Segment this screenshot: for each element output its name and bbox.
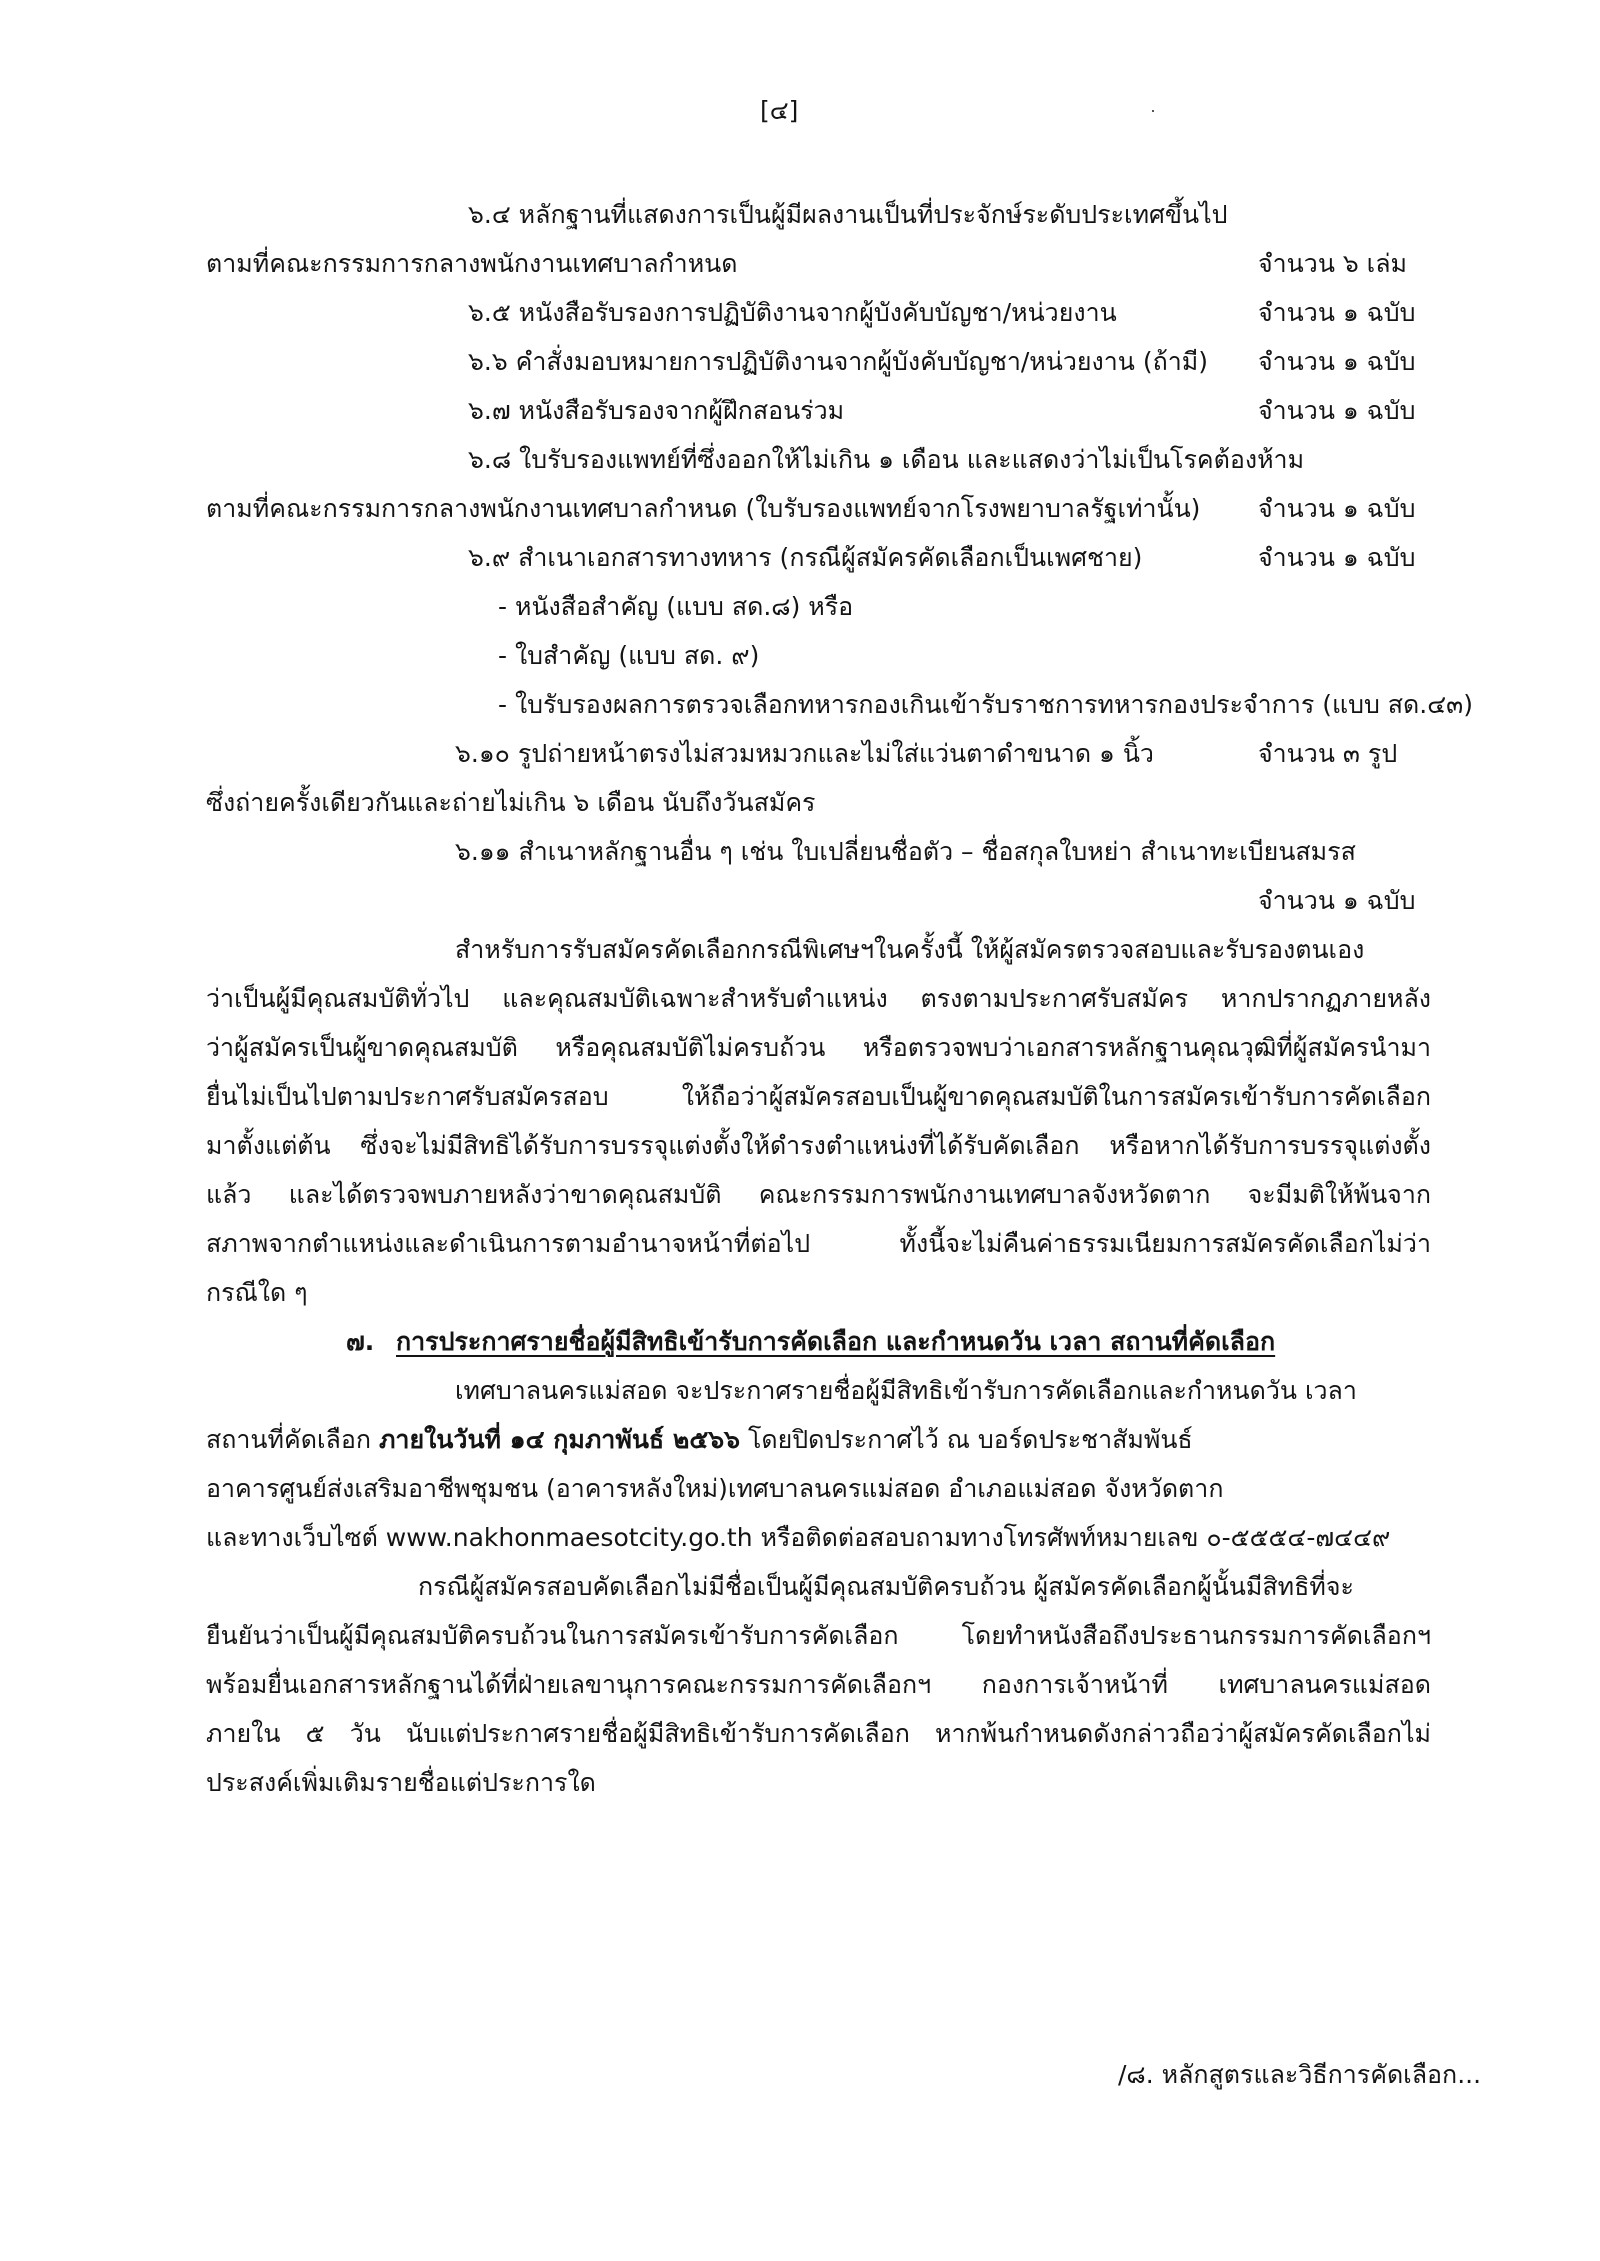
military-doc-3: - ใบรับรองผลการตรวจเลือกทหารกองเกินเข้ารับราชการทหารกองประจำการ (แบบ สด.๔๓)	[498, 690, 1473, 719]
military-doc-1: - หนังสือสำคัญ (แบบ สด.๘) หรือ	[498, 592, 854, 621]
item-6-10-qty: จำนวน ๓ รูป	[1258, 739, 1398, 768]
scan-speck	[1152, 110, 1154, 112]
section-7-p1-line4: และทางเว็บไซต์ www.nakhonmaesotcity.go.th หรือติดต่อสอบถามทางโทรศัพท์หมายเลข ๐-๕๕๕๔-๗๔๔๙	[206, 1523, 1391, 1552]
item-6-5-qty: จำนวน ๑ ฉบับ	[1258, 298, 1416, 327]
item-6-6: ๖.๖ คำสั่งมอบหมายการปฏิบัติงานจากผู้บังคับบัญชา/หน่วยงาน (ถ้ามี)	[468, 347, 1209, 376]
eligibility-line-3: ว่าผู้สมัครเป็นผู้ขาดคุณสมบัติ หรือคุณสมบัติไม่ครบถ้วน หรือตรวจพบว่าเอกสารหลักฐานคุณวุฒิที่ผู้สมัครนำมา	[206, 1033, 1431, 1062]
item-6-9: ๖.๙ สำเนาเอกสารทางทหาร (กรณีผู้สมัครคัดเลือกเป็นเพศชาย)	[468, 543, 1143, 572]
section-7-p2-line3: พร้อมยื่นเอกสารหลักฐานได้ที่ฝ่ายเลขานุการคณะกรรมการคัดเลือกฯ กองการเจ้าหน้าที่ เทศบาลนครแม่สอด	[206, 1670, 1431, 1699]
item-6-10-line1: ๖.๑๐ รูปถ่ายหน้าตรงไม่สวมหมวกและไม่ใส่แว่นตาดำขนาด ๑ นิ้ว	[455, 739, 1154, 768]
eligibility-line-8: กรณีใด ๆ	[206, 1278, 308, 1307]
item-6-11-qty: จำนวน ๑ ฉบับ	[1258, 886, 1416, 915]
item-6-7: ๖.๗ หนังสือรับรองจากผู้ฝึกสอนร่วม	[468, 396, 845, 425]
eligibility-line-4: ยื่นไม่เป็นไปตามประกาศรับสมัครสอบ ให้ถือว่าผู้สมัครสอบเป็นผู้ขาดคุณสมบัติในการสมัครเข้ารับการคัดเลือก	[206, 1082, 1431, 1111]
section-7-number: ๗.	[346, 1327, 375, 1356]
military-doc-2: - ใบสำคัญ (แบบ สด. ๙)	[498, 641, 760, 670]
section-7-title: การประกาศรายชื่อผู้มีสิทธิเข้ารับการคัดเลือก และกำหนดวัน เวลา สถานที่คัดเลือก	[396, 1327, 1276, 1356]
section-7-p1-line3: อาคารศูนย์ส่งเสริมอาชีพชุมชน (อาคารหลังใหม่)เทศบาลนครแม่สอด อำเภอแม่สอด จังหวัดตาก	[206, 1474, 1224, 1503]
section-7-p1-line2-end: โดยปิดประกาศไว้ ณ บอร์ดประชาสัมพันธ์	[747, 1425, 1193, 1454]
eligibility-line-2: ว่าเป็นผู้มีคุณสมบัติทั่วไป และคุณสมบัติเฉพาะสำหรับตำแหน่ง ตรงตามประกาศรับสมัคร หากปรากฏภายหลัง	[206, 984, 1431, 1013]
item-6-5: ๖.๕ หนังสือรับรองการปฏิบัติงานจากผู้บังคับบัญชา/หน่วยงาน	[468, 298, 1117, 327]
item-6-4-line2: ตามที่คณะกรรมการกลางพนักงานเทศบาลกำหนด	[206, 249, 738, 278]
section-7-p2-line4: ภายใน ๕ วัน นับแต่ประกาศรายชื่อผู้มีสิทธิเข้ารับการคัดเลือก หากพ้นกำหนดดังกล่าวถือว่าผู้สมัครคัดเลือกไม่	[206, 1719, 1431, 1748]
section-7-p2-line1: กรณีผู้สมัครสอบคัดเลือกไม่มีชื่อเป็นผู้มีคุณสมบัติครบถ้วน ผู้สมัครคัดเลือกผู้นั้นมีสิทธิที่จะ	[418, 1572, 1354, 1601]
eligibility-line-7: สภาพจากตำแหน่งและดำเนินการตามอำนาจหน้าที่ต่อไป ทั้งนี้จะไม่คืนค่าธรรมเนียมการสมัครคัดเลือกไม่ว่า	[206, 1229, 1431, 1258]
eligibility-line-6: แล้ว และได้ตรวจพบภายหลังว่าขาดคุณสมบัติ คณะกรรมการพนักงานเทศบาลจังหวัดตาก จะมีมติให้พ้นจาก	[206, 1180, 1431, 1209]
section-7-p2-line5: ประสงค์เพิ่มเติมรายชื่อแต่ประการใด	[206, 1768, 596, 1797]
item-6-8-qty: จำนวน ๑ ฉบับ	[1258, 494, 1416, 523]
item-6-10-line2: ซึ่งถ่ายครั้งเดียวกันและถ่ายไม่เกิน ๖ เดือน นับถึงวันสมัคร	[206, 788, 816, 817]
item-6-6-qty: จำนวน ๑ ฉบับ	[1258, 347, 1416, 376]
item-6-9-qty: จำนวน ๑ ฉบับ	[1258, 543, 1416, 572]
page-number: [๔]	[760, 96, 799, 125]
section-7-p2-line2: ยืนยันว่าเป็นผู้มีคุณสมบัติครบถ้วนในการสมัครเข้ารับการคัดเลือก โดยทำหนังสือถึงประธานกรรมการคัดเลือกฯ	[206, 1621, 1431, 1650]
section-7-p1-line2-start: สถานที่คัดเลือก	[206, 1425, 371, 1454]
item-6-4-line1: ๖.๔ หลักฐานที่แสดงการเป็นผู้มีผลงานเป็นที่ประจักษ์ระดับประเทศขึ้นไป	[468, 200, 1228, 229]
item-6-8-line2: ตามที่คณะกรรมการกลางพนักงานเทศบาลกำหนด (ใบรับรองแพทย์จากโรงพยาบาลรัฐเท่านั้น)	[206, 494, 1201, 523]
item-6-7-qty: จำนวน ๑ ฉบับ	[1258, 396, 1416, 425]
eligibility-line-5: มาตั้งแต่ต้น ซึ่งจะไม่มีสิทธิได้รับการบรรจุแต่งตั้งให้ดำรงตำแหน่งที่ได้รับคัดเลือก หรือหากได้รับการบรรจุแต่งตั้ง	[206, 1131, 1431, 1160]
eligibility-line-1: สำหรับการรับสมัครคัดเลือกกรณีพิเศษฯในครั้งนี้ ให้ผู้สมัครตรวจสอบและรับรองตนเอง	[455, 935, 1365, 964]
continuation-note: /๘. หลักสูตรและวิธีการคัดเลือก...	[1118, 2060, 1482, 2089]
item-6-11-line1: ๖.๑๑ สำเนาหลักฐานอื่น ๆ เช่น ใบเปลี่ยนชื่อตัว – ชื่อสกุลใบหย่า สำเนาทะเบียนสมรส	[455, 837, 1356, 866]
item-6-8-line1: ๖.๘ ใบรับรองแพทย์ที่ซึ่งออกให้ไม่เกิน ๑ เดือน และแสดงว่าไม่เป็นโรคต้องห้าม	[468, 445, 1305, 474]
section-7-p1-line2	[206, 1423, 1193, 1457]
section-7-p1-line1: เทศบาลนครแม่สอด จะประกาศรายชื่อผู้มีสิทธิเข้ารับการคัดเลือกและกำหนดวัน เวลา	[455, 1376, 1357, 1405]
announcement-date: ภายในวันที่ ๑๔ กุมภาพันธ์ ๒๕๖๖	[378, 1425, 741, 1454]
item-6-4-qty: จำนวน ๖ เล่ม	[1258, 249, 1408, 278]
